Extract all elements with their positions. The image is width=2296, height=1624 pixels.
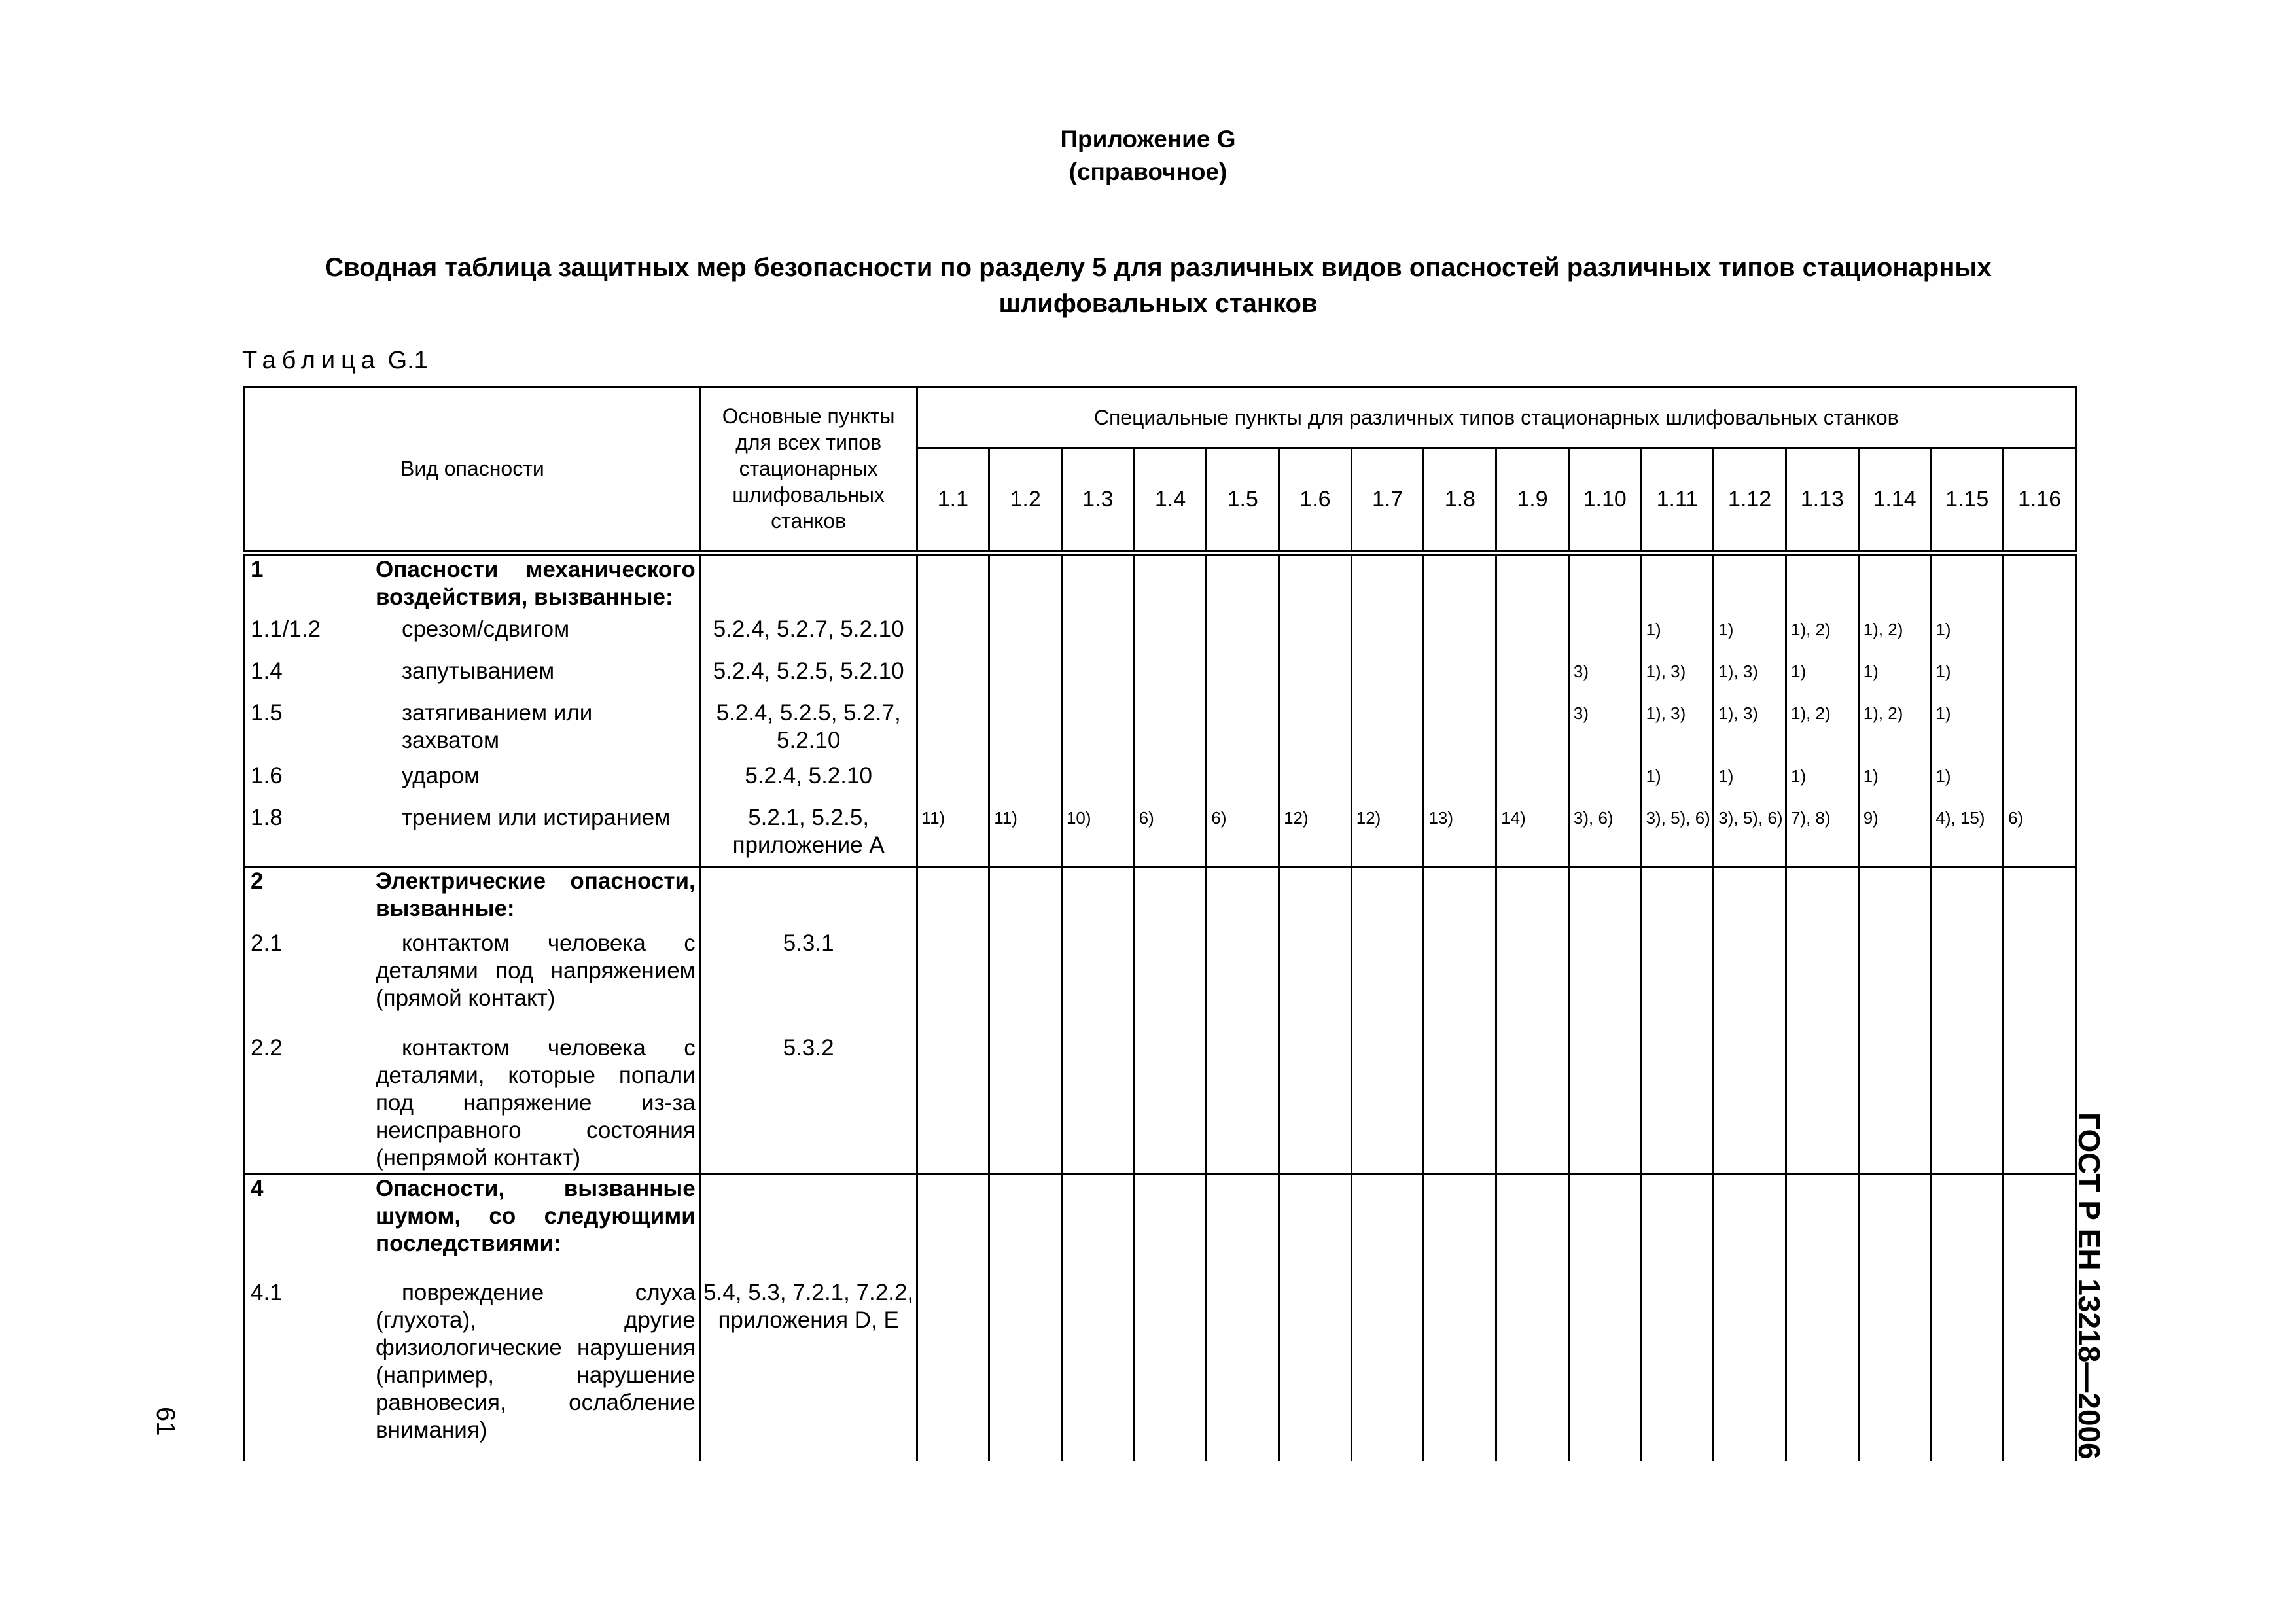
hazard-name: срезом/сдвигом [369, 616, 700, 658]
hazard-name: контактом человека с деталями под напряжением (прямой контакт) [369, 930, 700, 1034]
special-clause [1424, 658, 1496, 699]
hazard-row [245, 762, 2076, 804]
special-clause [1496, 616, 1569, 658]
special-clause [917, 1279, 989, 1461]
special-clause: 1) [1931, 699, 2004, 762]
hazard-number: 2.1 [245, 930, 369, 1034]
header-basic: Основные пункты для всех типов стационарных шлифовальных станков [700, 387, 917, 553]
special-cell [1714, 553, 1786, 616]
special-clause [1279, 699, 1352, 762]
special-clause: 14) [1496, 804, 1569, 867]
special-clause: 3), 5), 6) [1641, 804, 1714, 867]
group-number: 2 [245, 867, 369, 930]
standard-designation: ГОСТ Р ЕН 13218—2006 [2072, 1112, 2106, 1460]
header-type: 1.9 [1496, 448, 1569, 553]
special-cell [1931, 1174, 2004, 1279]
special-clause [1134, 699, 1207, 762]
special-clause [1496, 658, 1569, 699]
page-number: 61 [151, 1407, 180, 1436]
special-clause [1931, 1279, 2004, 1461]
special-cell [1279, 1174, 1352, 1279]
special-clause [1496, 1034, 1569, 1174]
special-clause [1931, 930, 2004, 1034]
special-clause [1351, 762, 1424, 804]
hazard-row [245, 1034, 2076, 1174]
table-header [245, 387, 2076, 553]
special-clause [1351, 1279, 1424, 1461]
special-clause: 6) [2004, 804, 2076, 867]
basic-clauses: 5.2.1, 5.2.5, приложение А [700, 804, 917, 867]
special-cell [1568, 867, 1641, 930]
special-clause [1061, 699, 1134, 762]
group-number: 1 [245, 553, 369, 616]
special-clause: 3) [1568, 699, 1641, 762]
special-cell [1134, 867, 1207, 930]
safety-measures-table [243, 386, 2077, 1461]
special-cell [1207, 1174, 1279, 1279]
special-cell [1714, 867, 1786, 930]
hazard-number: 1.4 [245, 658, 369, 699]
header-type: 1.5 [1207, 448, 1279, 553]
special-clause: 1), 2) [1858, 616, 1931, 658]
basic-clauses: 5.2.4, 5.2.7, 5.2.10 [700, 616, 917, 658]
special-cell [1786, 867, 1858, 930]
hazard-name: трением или истиранием [369, 804, 700, 867]
special-clause: 1) [1641, 762, 1714, 804]
table-caption [229, 250, 2087, 322]
table-caption-line2: шлифовальных станков [998, 289, 1318, 318]
special-clause [1714, 1034, 1786, 1174]
special-clause [1351, 930, 1424, 1034]
special-clause [917, 930, 989, 1034]
special-clause: 1) [1858, 658, 1931, 699]
basic-clauses: 5.3.1 [700, 930, 917, 1034]
annex-subtitle: (справочное) [1069, 158, 1227, 185]
group-title: Электрические опасности, вызванные: [369, 867, 700, 930]
header-type: 1.3 [1061, 448, 1134, 553]
special-clause [1714, 930, 1786, 1034]
special-clause: 3) [1568, 658, 1641, 699]
special-clause [1061, 1279, 1134, 1461]
special-clause [1134, 1279, 1207, 1461]
special-cell [2004, 867, 2076, 930]
special-clause [1351, 1034, 1424, 1174]
hazard-number: 1.5 [245, 699, 369, 762]
special-clause [1207, 658, 1279, 699]
special-clause: 3), 5), 6) [1714, 804, 1786, 867]
special-cell [1424, 867, 1496, 930]
special-clause [1424, 1279, 1496, 1461]
special-clause [1207, 1034, 1279, 1174]
special-clause [1207, 699, 1279, 762]
special-clause [1424, 699, 1496, 762]
special-clause: 6) [1207, 804, 1279, 867]
basic-clauses: 5.4, 5.3, 7.2.1, 7.2.2, приложения D, E [700, 1279, 917, 1461]
special-clause [1424, 762, 1496, 804]
special-clause: 11) [989, 804, 1062, 867]
table-label-word: Таблица [242, 347, 381, 374]
special-clause [1351, 699, 1424, 762]
special-clause [1134, 1034, 1207, 1174]
special-clause [1134, 616, 1207, 658]
special-clause [1931, 1034, 2004, 1174]
special-clause [1786, 930, 1858, 1034]
header-hazard: Вид опасности [245, 387, 701, 553]
hazard-number: 1.6 [245, 762, 369, 804]
basic-clauses: 5.2.4, 5.2.5, 5.2.7, 5.2.10 [700, 699, 917, 762]
special-cell [1641, 1174, 1714, 1279]
special-clause [1134, 762, 1207, 804]
special-clause [917, 1034, 989, 1174]
special-clause [1858, 1034, 1931, 1174]
special-clause: 1), 3) [1714, 699, 1786, 762]
annex-title: Приложение G [1060, 126, 1236, 152]
special-clause [1279, 930, 1352, 1034]
special-cell [1424, 1174, 1496, 1279]
special-clause [917, 699, 989, 762]
special-cell [1061, 867, 1134, 930]
special-clause: 9) [1858, 804, 1931, 867]
special-clause [917, 658, 989, 699]
hazard-name: контактом человека с деталями, которые попали под напряжение из-за неисправного состояния (непрямой контакт) [369, 1034, 700, 1174]
header-type: 1.2 [989, 448, 1062, 553]
special-clause [1207, 930, 1279, 1034]
special-clause [1134, 930, 1207, 1034]
header-type: 1.13 [1786, 448, 1858, 553]
special-clause: 3), 6) [1568, 804, 1641, 867]
special-clause [1786, 1034, 1858, 1174]
special-clause: 7), 8) [1786, 804, 1858, 867]
special-clause [1786, 1279, 1858, 1461]
hazard-row [245, 930, 2076, 1034]
special-cell [989, 867, 1062, 930]
special-cell [1786, 553, 1858, 616]
special-cell [1279, 553, 1352, 616]
special-clause [917, 762, 989, 804]
special-clause [1568, 1279, 1641, 1461]
special-cell [1858, 553, 1931, 616]
special-cell [1858, 1174, 1931, 1279]
special-clause [1207, 1279, 1279, 1461]
group-row [245, 867, 2076, 930]
basic-clauses: 5.2.4, 5.2.10 [700, 762, 917, 804]
special-clause [1351, 658, 1424, 699]
special-clause [989, 762, 1062, 804]
special-cell [989, 553, 1062, 616]
special-clause [1568, 1034, 1641, 1174]
special-clause [989, 616, 1062, 658]
special-cell [1714, 1174, 1786, 1279]
special-clause: 1) [1786, 658, 1858, 699]
header-type: 1.7 [1351, 448, 1424, 553]
special-clause: 1) [1641, 616, 1714, 658]
special-cell [917, 1174, 989, 1279]
header-type: 1.11 [1641, 448, 1714, 553]
special-clause [1568, 762, 1641, 804]
special-clause: 1), 3) [1641, 658, 1714, 699]
special-cell [1207, 553, 1279, 616]
table-body [245, 553, 2076, 1461]
special-clause [1061, 1034, 1134, 1174]
special-clause [1424, 1034, 1496, 1174]
special-cell [989, 1174, 1062, 1279]
special-clause [2004, 699, 2076, 762]
special-clause [2004, 1279, 2076, 1461]
hazard-row [245, 1279, 2076, 1461]
header-type: 1.12 [1714, 448, 1786, 553]
special-clause [1351, 616, 1424, 658]
hazard-name: ударом [369, 762, 700, 804]
special-clause [1279, 1034, 1352, 1174]
hazard-name: запутыванием [369, 658, 700, 699]
special-clause [1424, 616, 1496, 658]
table-label [242, 347, 428, 375]
hazard-row [245, 699, 2076, 762]
special-clause [1207, 762, 1279, 804]
special-clause [1279, 658, 1352, 699]
special-clause: 11) [917, 804, 989, 867]
hazard-row [245, 658, 2076, 699]
hazard-row [245, 804, 2076, 867]
special-clause: 1) [1931, 658, 2004, 699]
special-cell [1786, 1174, 1858, 1279]
special-cell [1496, 553, 1569, 616]
special-clause [1641, 1034, 1714, 1174]
header-type: 1.16 [2004, 448, 2076, 553]
basic-cell [700, 867, 917, 930]
special-clause [989, 658, 1062, 699]
special-clause: 1) [1714, 616, 1786, 658]
special-clause [2004, 930, 2076, 1034]
special-clause [1568, 930, 1641, 1034]
special-clause: 1) [1714, 762, 1786, 804]
special-cell [1424, 553, 1496, 616]
hazard-name: повреждение слуха (глухота), другие физиологические нарушения (например, нарушение равновесия, ослабление внимания) [369, 1279, 700, 1461]
special-clause: 12) [1279, 804, 1352, 867]
hazard-number: 2.2 [245, 1034, 369, 1174]
special-clause [1424, 930, 1496, 1034]
table-label-number: G.1 [387, 347, 428, 374]
special-cell [1351, 867, 1424, 930]
special-cell [1351, 1174, 1424, 1279]
special-clause: 12) [1351, 804, 1424, 867]
special-clause [2004, 616, 2076, 658]
special-clause [989, 1034, 1062, 1174]
special-clause: 4), 15) [1931, 804, 2004, 867]
special-cell [1279, 867, 1352, 930]
special-clause [1061, 930, 1134, 1034]
special-clause [1641, 930, 1714, 1034]
header-type: 1.8 [1424, 448, 1496, 553]
hazard-number: 1.1/1.2 [245, 616, 369, 658]
group-number: 4 [245, 1174, 369, 1279]
hazard-name: затягиванием или захватом [369, 699, 700, 762]
special-cell [917, 553, 989, 616]
header-type: 1.6 [1279, 448, 1352, 553]
special-clause [2004, 658, 2076, 699]
special-clause: 10) [1061, 804, 1134, 867]
special-clause [1279, 1279, 1352, 1461]
annex-heading [0, 123, 2296, 188]
group-title: Опасности, вызванные шумом, со следующими последствиями: [369, 1174, 700, 1279]
special-clause [1858, 1279, 1931, 1461]
special-clause [1134, 658, 1207, 699]
basic-clauses: 5.3.2 [700, 1034, 917, 1174]
special-clause: 1) [1931, 762, 2004, 804]
special-clause: 1), 3) [1714, 658, 1786, 699]
basic-cell [700, 553, 917, 616]
special-cell [1207, 867, 1279, 930]
group-title: Опасности механического воздействия, вызванные: [369, 553, 700, 616]
special-clause [1714, 1279, 1786, 1461]
special-clause [917, 616, 989, 658]
special-clause [1061, 616, 1134, 658]
basic-clauses: 5.2.4, 5.2.5, 5.2.10 [700, 658, 917, 699]
special-cell [2004, 1174, 2076, 1279]
special-cell [1496, 867, 1569, 930]
special-clause: 1), 2) [1858, 699, 1931, 762]
special-cell [1134, 1174, 1207, 1279]
special-cell [1931, 867, 2004, 930]
special-clause [1641, 1279, 1714, 1461]
special-clause [989, 930, 1062, 1034]
header-type: 1.15 [1931, 448, 2004, 553]
special-clause [1061, 762, 1134, 804]
special-clause [1207, 616, 1279, 658]
special-clause: 1) [1858, 762, 1931, 804]
special-clause [2004, 762, 2076, 804]
special-clause: 1) [1931, 616, 2004, 658]
special-cell [1351, 553, 1424, 616]
hazard-row [245, 616, 2076, 658]
special-clause: 6) [1134, 804, 1207, 867]
special-clause [1568, 616, 1641, 658]
header-type: 1.1 [917, 448, 989, 553]
special-cell [1061, 1174, 1134, 1279]
group-row [245, 553, 2076, 616]
special-clause [1279, 762, 1352, 804]
special-clause [989, 1279, 1062, 1461]
header-type: 1.4 [1134, 448, 1207, 553]
special-cell [1641, 553, 1714, 616]
special-clause [2004, 1034, 2076, 1174]
special-clause [1061, 658, 1134, 699]
hazard-number: 1.8 [245, 804, 369, 867]
special-clause: 1), 2) [1786, 699, 1858, 762]
special-clause: 1) [1786, 762, 1858, 804]
special-cell [1931, 553, 2004, 616]
special-cell [2004, 553, 2076, 616]
header-type: 1.10 [1568, 448, 1641, 553]
group-row [245, 1174, 2076, 1279]
special-cell [1496, 1174, 1569, 1279]
special-clause [1279, 616, 1352, 658]
table-caption-line1: Сводная таблица защитных мер безопасности по разделу 5 для различных видов опасностей различных типов стационарных [325, 253, 1992, 282]
header-special: Специальные пункты для различных типов стационарных шлифовальных станков [917, 387, 2075, 448]
hazard-number: 4.1 [245, 1279, 369, 1461]
special-clause [1496, 930, 1569, 1034]
special-clause [1496, 1279, 1569, 1461]
special-cell [1061, 553, 1134, 616]
header-type: 1.14 [1858, 448, 1931, 553]
special-clause: 13) [1424, 804, 1496, 867]
special-clause [1496, 762, 1569, 804]
special-clause [989, 699, 1062, 762]
special-cell [1641, 867, 1714, 930]
special-clause: 1), 3) [1641, 699, 1714, 762]
special-cell [1134, 553, 1207, 616]
basic-cell [700, 1174, 917, 1279]
special-clause [1858, 930, 1931, 1034]
special-clause [1496, 699, 1569, 762]
special-cell [1858, 867, 1931, 930]
special-cell [1568, 553, 1641, 616]
special-cell [1568, 1174, 1641, 1279]
special-clause: 1), 2) [1786, 616, 1858, 658]
special-cell [917, 867, 989, 930]
